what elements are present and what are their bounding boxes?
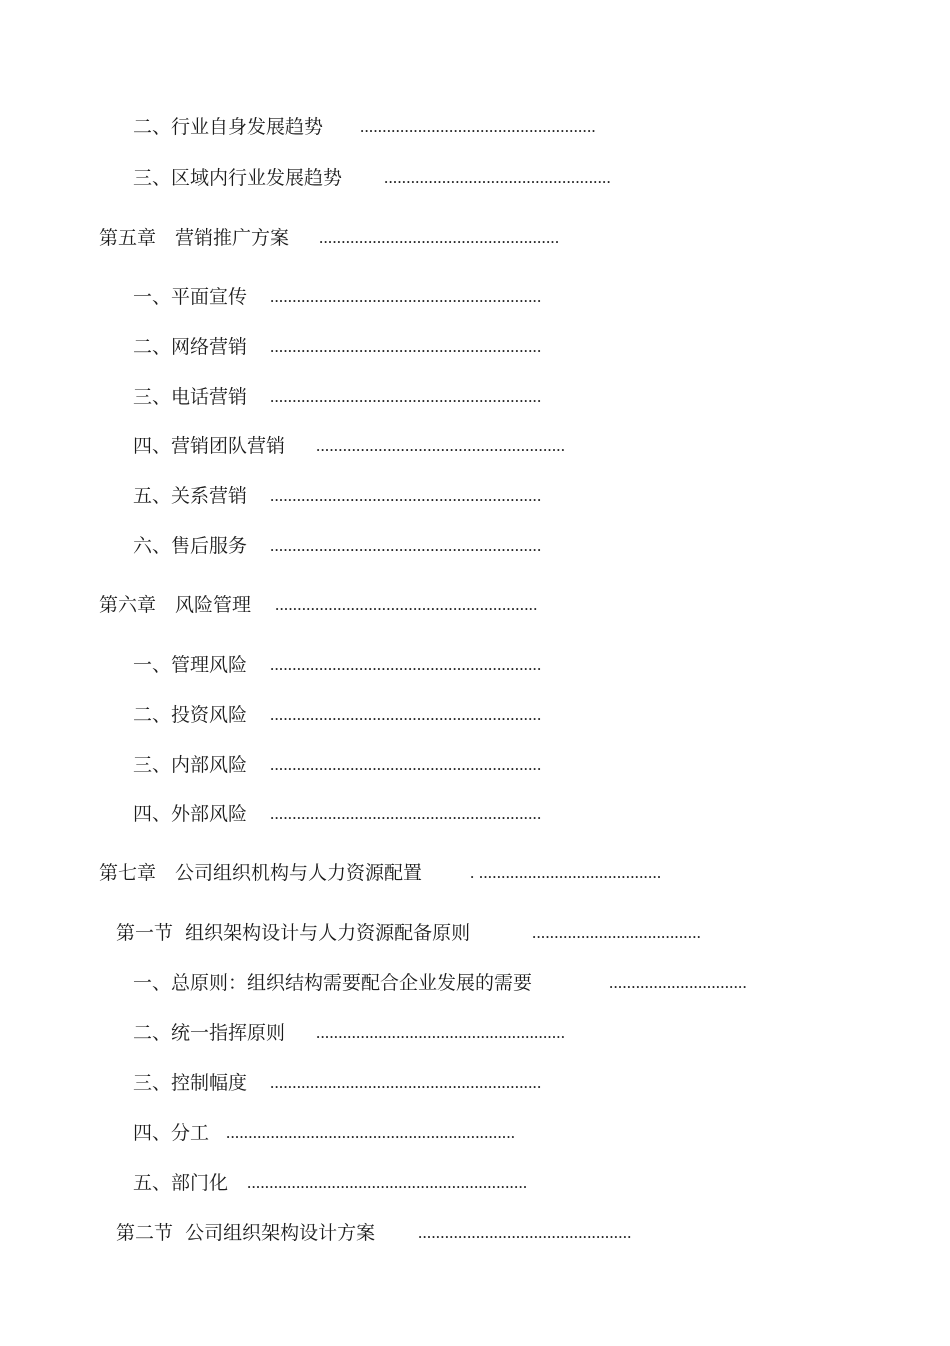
toc-dot-leader: .............................................................	[270, 337, 542, 356]
toc-entry-title: 一、平面宣传	[133, 286, 248, 308]
toc-entry-section[interactable]	[133, 166, 611, 190]
toc-dot-leader: ................................................	[418, 1223, 632, 1242]
toc-entry-section[interactable]	[133, 534, 542, 558]
toc-entry-chapter[interactable]	[99, 593, 538, 617]
toc-entry-title: 二、统一指挥原则	[133, 1022, 286, 1044]
toc-dot-leader: ........................................................	[316, 436, 566, 455]
toc-dot-leader: .....................................................	[360, 117, 596, 136]
toc-entry-section[interactable]	[133, 484, 542, 508]
toc-entry-title: 五、部门化	[133, 1172, 229, 1194]
toc-entry-title: 六、售后服务	[133, 535, 248, 557]
toc-entry-section[interactable]	[133, 753, 542, 777]
toc-dot-leader: .............................................................	[270, 387, 542, 406]
toc-dot-leader: ......................................................	[319, 228, 560, 247]
toc-dot-leader: ...............................................................	[247, 1173, 528, 1192]
toc-entry-section[interactable]	[133, 115, 596, 139]
toc-entry-title: 四、营销团队营销	[133, 435, 286, 457]
toc-dot-leader: . .........................................	[470, 863, 662, 882]
toc-dot-leader: .............................................................	[270, 755, 542, 774]
toc-entry-title: 四、外部风险	[133, 803, 248, 825]
toc-entry-chapter[interactable]	[99, 226, 560, 250]
toc-entry-section[interactable]	[133, 335, 542, 359]
toc-entry-section[interactable]	[133, 385, 542, 409]
toc-dot-leader: .............................................................	[270, 486, 542, 505]
toc-entry-title: 三、内部风险	[133, 754, 248, 776]
toc-entry-section[interactable]	[133, 1071, 542, 1095]
toc-dot-leader: .............................................................	[270, 1073, 542, 1092]
toc-entry-title: 第一节 组织架构设计与人力资源配备原则	[116, 922, 471, 944]
toc-dot-leader: ...............................	[609, 973, 747, 992]
toc-entry-title: 一、管理风险	[133, 654, 248, 676]
toc-dot-leader: ......................................	[532, 923, 702, 942]
toc-entry-title: 二、行业自身发展趋势	[133, 116, 324, 138]
toc-entry-section[interactable]	[133, 1021, 566, 1045]
toc-entry-title: 第五章 营销推广方案	[99, 227, 290, 249]
toc-entry-title: 二、网络营销	[133, 336, 248, 358]
toc-dot-leader: .............................................................	[270, 536, 542, 555]
toc-entry-title: 一、总原则：组织结构需要配合企业发展的需要	[133, 972, 533, 994]
toc-dot-leader: .............................................................	[270, 705, 542, 724]
toc-dot-leader: ...........................................................	[275, 595, 538, 614]
toc-entry-chapter[interactable]	[99, 861, 662, 885]
toc-entry-section[interactable]	[133, 703, 542, 727]
toc-entry-title: 三、电话营销	[133, 386, 248, 408]
toc-entry-title: 五、关系营销	[133, 485, 248, 507]
toc-entry-section[interactable]	[133, 802, 542, 826]
toc-entry-title: 二、投资风险	[133, 704, 248, 726]
toc-dot-leader: ...................................................	[384, 168, 611, 187]
toc-entry-subchapter[interactable]	[116, 921, 702, 945]
toc-entry-section[interactable]	[133, 653, 542, 677]
toc-entry-section[interactable]	[133, 1121, 516, 1145]
toc-entry-title: 第六章 风险管理	[99, 594, 252, 616]
toc-entry-title: 四、分工	[133, 1122, 210, 1144]
toc-dot-leader: .............................................................	[270, 804, 542, 823]
toc-entry-section[interactable]	[133, 434, 566, 458]
toc-entry-title: 第二节 公司组织架构设计方案	[116, 1222, 376, 1244]
toc-entry-subchapter[interactable]	[116, 1221, 632, 1245]
toc-entry-section[interactable]	[133, 1171, 528, 1195]
toc-dot-leader: .............................................................	[270, 287, 542, 306]
toc-entry-title: 第七章 公司组织机构与人力资源配置	[99, 862, 423, 884]
toc-dot-leader: ........................................................	[316, 1023, 566, 1042]
toc-entry-title: 三、控制幅度	[133, 1072, 248, 1094]
toc-dot-leader: .................................................................	[226, 1123, 516, 1142]
toc-entry-title: 三、区域内行业发展趋势	[133, 167, 343, 189]
toc-dot-leader: .............................................................	[270, 655, 542, 674]
toc-entry-section[interactable]	[133, 971, 747, 995]
toc-entry-section[interactable]	[133, 285, 542, 309]
